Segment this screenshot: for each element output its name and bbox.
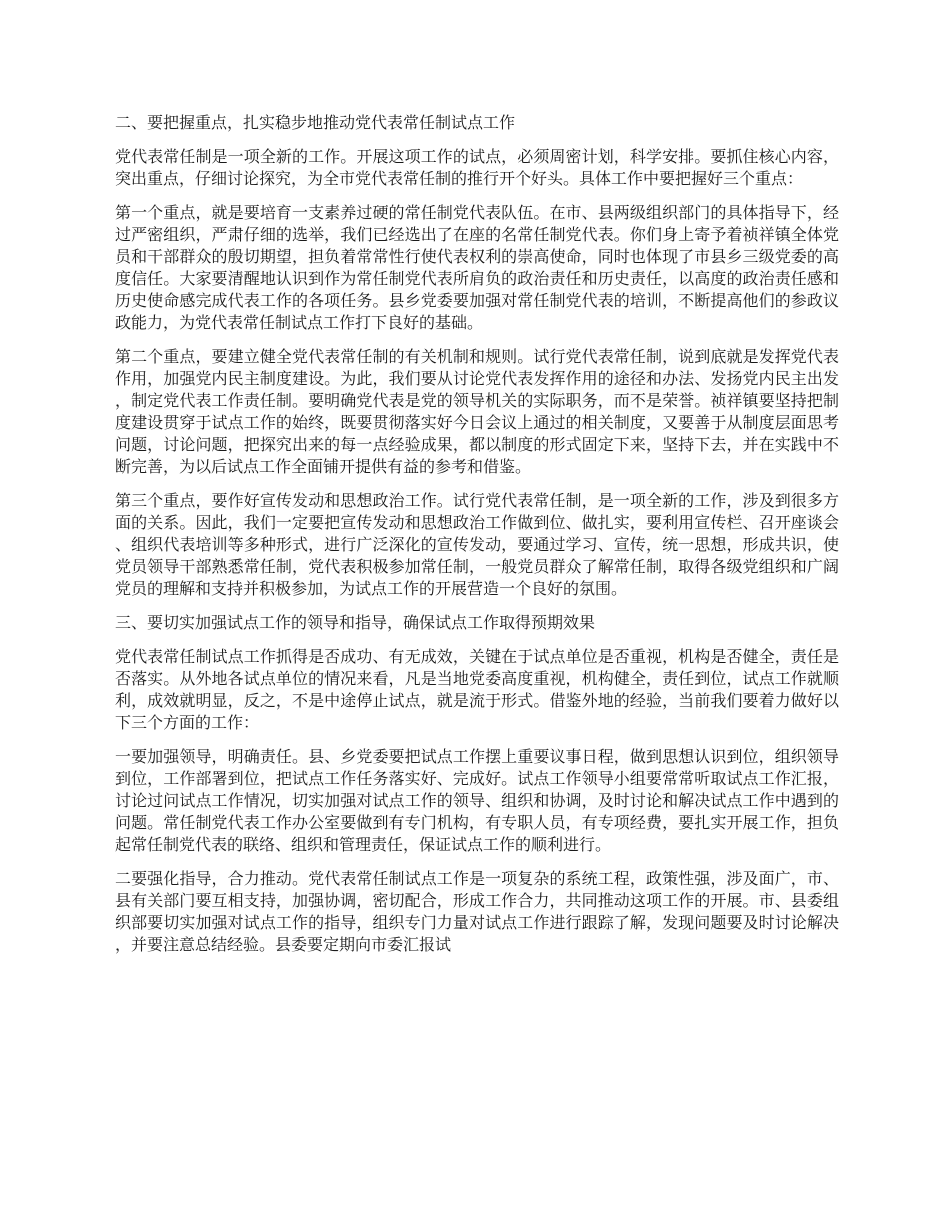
paragraph-strengthen-leadership: 一要加强领导，明确责任。县、乡党委要把试点工作摆上重要议事日程，做到思想认识到位，组织领导到位，工作部署到位，把试点工作任务落实好、完成好。试点工作领导小组要常常听取试点工作汇报，讨论过问试点工作情况，切实加强对试点工作的领导、组织和协调，及时讨论和解决试点工作中遇到的问题。常任制党代表工作办公室要做到有专门机构，有专职人员，有专项经费，要扎实开展工作，担负起常任制党代表的联络、组织和管理责任，保证试点工作的顺利进行。 (115, 747, 839, 854)
paragraph-strengthen-guidance: 二要强化指导，合力推动。党代表常任制试点工作是一项复杂的系统工程，政策性强，涉及面广，市、县有关部门要互相支持，加强协调，密切配合，形成工作合力，共同推动这项工作的开展。市、县委组织部要切实加强对试点工作的指导，组织专门力量对试点工作进行跟踪了解，发现问题要及时讨论解决，并要注意总结经验。县委要定期向市委汇报试 (115, 869, 839, 954)
paragraph-second-focus: 第二个重点，要建立健全党代表常任制的有关机制和规则。试行党代表常任制，说到底就是发挥党代表作用，加强党内民主制度建设。为此，我们要从讨论党代表发挥作用的途径和办法、发扬党内民主出发，制定党代表工作责任制。要明确党代表是党的领导机关的实际职务，而不是荣誉。祯祥镇要坚持把制度建设贯穿于试点工作的始终，既要贯彻落实好今日会议上通过的相关制度，又要善于从制度层面思考问题，讨论问题，把探究出来的每一点经验成果，都以制度的形式固定下来，坚持下去，并在实践中不断完善，为以后试点工作全面铺开提供有益的参考和借鉴。 (115, 347, 839, 476)
section-heading-two: 二、要把握重点，扎实稳步地推动党代表常任制试点工作 (115, 113, 516, 132)
document-body (115, 112, 839, 968)
section-heading-three: 三、要切实加强试点工作的领导和指导，确保试点工作取得预期效果 (115, 613, 596, 632)
paragraph-intro: 党代表常任制是一项全新的工作。开展这项工作的试点，必须周密计划，科学安排。要抓住核心内容，突出重点，仔细讨论探究，为全市党代表常任制的推行开个好头。具体工作中要把握好三个重点： (115, 147, 839, 188)
paragraph-first-focus: 第一个重点，就是要培育一支素养过硬的常任制党代表队伍。在市、县两级组织部门的具体指导下，经过严密组织，严肃仔细的选举，我们已经选出了在座的名常任制党代表。你们身上寄予着祯祥镇全体党员和干部群众的殷切期望，担负着常常性行使代表权利的崇高使命，同时也体现了市县乡三级党委的高度信任。大家要清醒地认识到作为常任制党代表所肩负的政治责任和历史责任，以高度的政治责任感和历史使命感完成代表工作的各项任务。县乡党委要加强对常任制党代表的培训，不断提高他们的参政议政能力，为党代表常任制试点工作打下良好的基础。 (115, 203, 839, 332)
paragraph-leadership-intro: 党代表常任制试点工作抓得是否成功、有无成效，关键在于试点单位是否重视，机构是否健全，责任是否落实。从外地各试点单位的情况来看，凡是当地党委高度重视，机构健全，责任到位，试点工作就顺利，成效就明显，反之，不是中途停止试点，就是流于形式。借鉴外地的经验，当前我们要着力做好以下三个方面的工作： (115, 647, 839, 732)
paragraph-third-focus: 第三个重点，要作好宣传发动和思想政治工作。试行党代表常任制，是一项全新的工作，涉及到很多方面的关系。因此，我们一定要把宣传发动和思想政治工作做到位、做扎实，要利用宣传栏、召开座谈会、组织代表培训等多种形式，进行广泛深化的宣传发动，要通过学习、宣传，统一思想，形成共识，使党员领导干部熟悉常任制，党代表积极参加常任制，一般党员群众了解常任制，取得各级党组织和广阔党员的理解和支持并积极参加，为试点工作的开展营造一个良好的氛围。 (115, 491, 839, 598)
